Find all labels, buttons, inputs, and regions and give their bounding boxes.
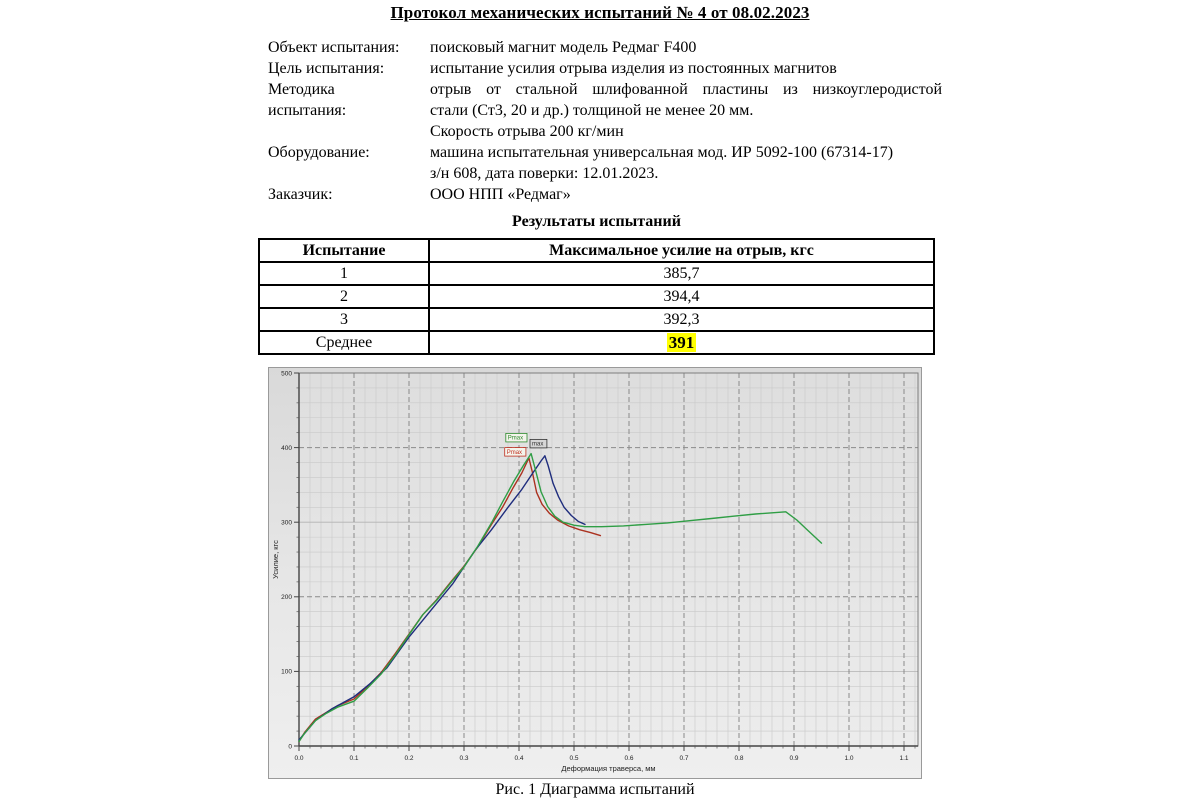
x-tick-label: 0.2 <box>404 755 414 762</box>
y-tick-label: 0 <box>288 743 292 751</box>
cell-force-value: 394,4 <box>429 285 934 308</box>
cell-average-label: Среднее <box>259 331 429 354</box>
x-tick-label: 0.6 <box>624 755 634 762</box>
y-tick-label: 100 <box>281 668 292 676</box>
info-row-equipment <box>268 142 942 184</box>
info-label: Цель испытания: <box>268 60 385 77</box>
results-table <box>258 238 935 355</box>
info-value: машина испытательная универсальная мод. ИР 5092-100 (67314-17) <box>430 144 894 161</box>
x-tick-label: 0.0 <box>294 755 304 762</box>
test-diagram-figure <box>268 367 922 779</box>
y-tick-label: 400 <box>281 444 292 452</box>
results-heading: Результаты испытаний <box>512 213 681 230</box>
plot-area <box>299 373 918 746</box>
x-tick-label: 0.3 <box>459 755 469 762</box>
cell-test-number: 2 <box>259 285 429 308</box>
table-row <box>259 285 934 308</box>
cell-force-value: 385,7 <box>429 262 934 285</box>
info-row-goal <box>268 58 942 79</box>
test-diagram-svg <box>269 368 923 778</box>
info-label: испытания: <box>268 102 347 119</box>
table-row-average <box>259 331 934 354</box>
info-row-method <box>268 79 942 142</box>
col-header-force: Максимальное усилие на отрыв, кгс <box>429 239 934 262</box>
x-tick-label: 1.0 <box>844 755 854 762</box>
y-axis-label: Усилие, кгс <box>271 540 280 579</box>
info-label: Заказчик: <box>268 186 333 203</box>
table-row <box>259 262 934 285</box>
table-row <box>259 308 934 331</box>
x-tick-label: 0.8 <box>734 755 744 762</box>
x-tick-label: 0.7 <box>679 755 689 762</box>
info-value: испытание усилия отрыва изделия из постоянных магнитов <box>430 60 837 77</box>
y-tick-label: 200 <box>281 594 292 602</box>
y-tick-label: 500 <box>281 370 292 378</box>
info-value: з/н 608, дата поверки: 12.01.2023. <box>430 165 659 182</box>
highlighted-value: 391 <box>668 332 695 352</box>
peak-annotation-label: Pmax <box>506 449 523 456</box>
figure-caption: Рис. 1 Диаграмма испытаний <box>495 781 695 798</box>
info-block <box>268 37 942 205</box>
info-row-object <box>268 37 942 58</box>
info-label: Оборудование: <box>268 144 370 161</box>
cell-average-value <box>429 331 934 354</box>
info-value: стали (Ст3, 20 и др.) толщиной не менее 20 мм. <box>430 102 754 119</box>
peak-annotation-label: Pmax <box>507 435 524 442</box>
x-tick-label: 0.5 <box>569 755 579 762</box>
info-row-customer <box>268 184 942 205</box>
info-value: отрыв от стальной шлифованной пластины из низкоуглеродистой <box>430 81 942 98</box>
y-tick-label: 300 <box>281 519 292 527</box>
peak-annotation-label: max <box>532 441 544 448</box>
table-header-row <box>259 239 934 262</box>
x-tick-label: 1.1 <box>899 755 909 762</box>
info-value: ООО НПП «Редмаг» <box>430 186 571 203</box>
cell-test-number: 1 <box>259 262 429 285</box>
info-value: Скорость отрыва 200 кг/мин <box>430 123 624 140</box>
info-value: поисковый магнит модель Редмаг F400 <box>430 39 697 56</box>
col-header-test: Испытание <box>259 239 429 262</box>
cell-force-value: 392,3 <box>429 308 934 331</box>
info-label: Методика <box>268 81 335 98</box>
document-title: Протокол механических испытаний № 4 от 08.02.2023 <box>390 3 810 22</box>
x-tick-label: 0.4 <box>514 755 524 762</box>
x-tick-label: 0.1 <box>349 755 359 762</box>
info-label: Объект испытания: <box>268 39 400 56</box>
x-axis-label: Деформация траверса, мм <box>561 764 656 773</box>
x-tick-label: 0.9 <box>789 755 799 762</box>
cell-test-number: 3 <box>259 308 429 331</box>
